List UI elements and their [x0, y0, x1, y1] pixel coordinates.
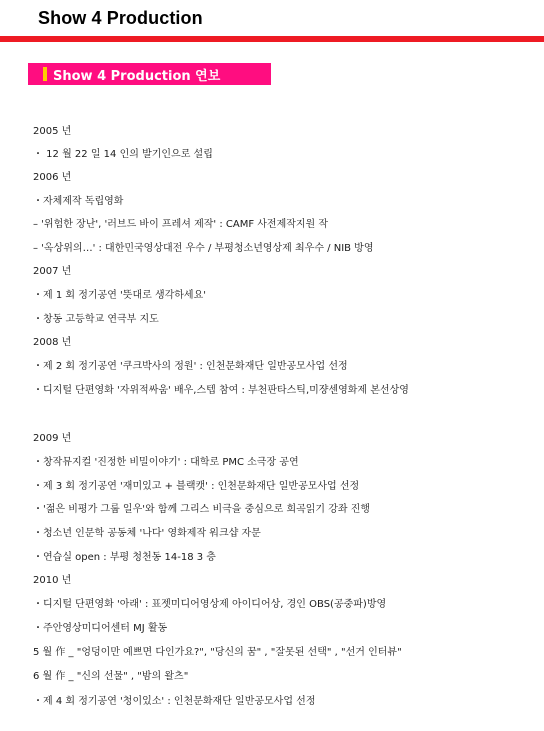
section-banner — [28, 63, 271, 85]
timeline-item: ・제 3 회 정기공연 '재미있고 + 블랙캣' : 인천문화재단 일반공모사업 선정 — [33, 481, 360, 492]
timeline-item: 6 월 作 _ "신의 선물" , "밤의 왈츠" — [33, 671, 189, 682]
timeline-item: 5 월 作 _ "엉덩이만 예쁘면 다인가요?", "당신의 꿈" , "잘못된 선택" , "선거 인터뷰" — [33, 647, 402, 658]
year-heading: 2006 년 — [33, 172, 72, 183]
timeline-item: ・디지털 단편영화 '아래' : 표젯미디어영상제 아이디어상, 경인 OBS(공중파)방영 — [33, 599, 387, 610]
page-header — [0, 0, 544, 44]
timeline-item: ・ 12 월 22 일 14 인의 발기인으로 설립 — [33, 149, 213, 160]
year-heading: 2008 년 — [33, 337, 72, 348]
timeline-item: ・자체제작 독립영화 — [33, 196, 124, 207]
timeline-item: ・제 1 회 정기공연 '뜻대로 생각하세요' — [33, 290, 206, 301]
timeline-item: ・제 2 회 정기공연 '쿠크박사의 정원' : 인천문화재단 일반공모사업 선정 — [33, 361, 348, 372]
timeline-item: ・연습실 open : 부평 청천동 14-18 3 층 — [33, 552, 216, 563]
timeline-item: ・창작뮤지컬 '진정한 비밀이야기' : 대학로 PMC 소극장 공연 — [33, 457, 299, 468]
timeline-item: ・'젊은 비평가 그룹 일우'와 함께 그리스 비극을 중심으로 희곡읽기 강좌 진행 — [33, 504, 371, 515]
timeline-item: – '위험한 장난', '러브드 바이 프레셔 제작' : CAMF 사전제작지원 작 — [33, 219, 329, 230]
section-title: Show 4 Production 연보 — [53, 69, 221, 84]
timeline-item: ・제 4 회 정기공연 '청이있소' : 인천문화재단 일반공모사업 선정 — [33, 696, 316, 707]
year-heading: 2010 년 — [33, 575, 72, 586]
banner-marker-icon — [43, 67, 47, 81]
timeline-item: ・주안영상미디어센터 MJ 활동 — [33, 623, 168, 634]
timeline-item: ・창동 고등학교 연극부 지도 — [33, 314, 159, 325]
timeline-item: ・디지털 단편영화 '자위적싸움' 배우,스텝 참여 : 부천판타스틱,미쟝센영화제 본선상영 — [33, 385, 409, 396]
year-heading: 2005 년 — [33, 126, 72, 137]
timeline-item: – '옥상위의…' : 대한민국영상대전 우수 / 부평청소년영상제 최우수 / NIB 방영 — [33, 243, 374, 254]
year-heading: 2007 년 — [33, 266, 72, 277]
year-heading: 2009 년 — [33, 433, 72, 444]
title-underline — [0, 36, 544, 42]
page-title: Show 4 Production — [38, 8, 203, 28]
timeline-item: ・청소년 인문학 공동체 '나다' 영화제작 워크샵 자문 — [33, 528, 261, 539]
